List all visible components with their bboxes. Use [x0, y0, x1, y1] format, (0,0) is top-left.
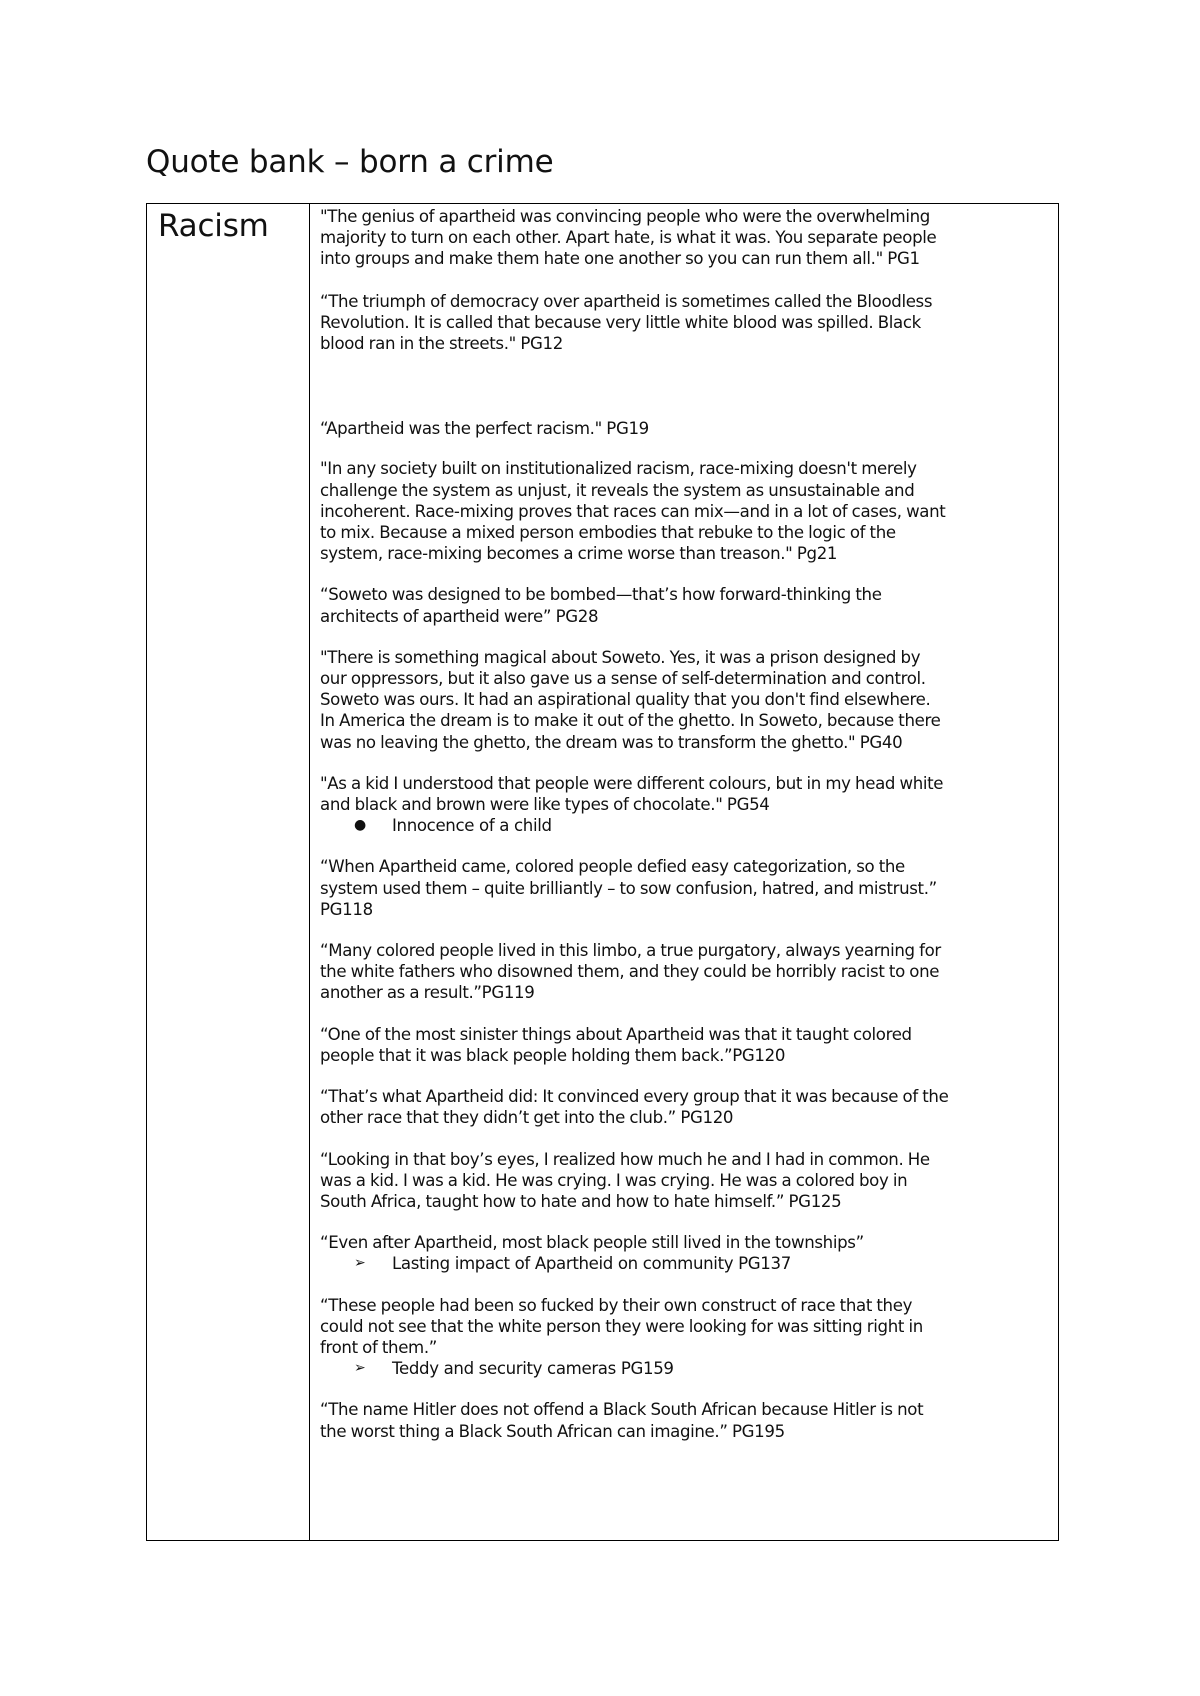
quote-text: “Even after Apartheid, most black people still lived in the townships” [320, 1233, 864, 1253]
quote-text: “That’s what Apartheid did: It convinced every group that it was because of the other race that they didn’t get into the club.” PG120 [320, 1087, 949, 1128]
quote-text: "In any society built on institutionalized racism, race-mixing doesn't merely challenge the system as unjust, it reveals the system as unsustainable and incoherent. Race-mixing proves that races can mix—and in a lot of cases, want to mix. Because a mixed person embodies that rebuke to the logic of the system, race-mixing becomes a crime worse than treason." Pg21 [320, 459, 946, 564]
quote-note-list [320, 1253, 1050, 1274]
quote-text: "There is something magical about Soweto. Yes, it was a prison designed by our oppressors, but it also gave us a sense of self-determination and control. Soweto was ours. It had an aspirational quality that you don't find elsewhere. In America the dream is to make it out of the ghetto. In Soweto, because there was no leaving the ghetto, the dream was to transform the ghetto." PG40 [320, 647, 941, 752]
bullet-dot-icon: ● [354, 817, 366, 834]
quote-text: “One of the most sinister things about Apartheid was that it taught colored people that it was black people holding them back.”PG120 [320, 1024, 912, 1065]
list-item [320, 1358, 1050, 1379]
quote-text: “Soweto was designed to be bombed—that’s how forward-thinking the architects of apartheid were” PG28 [320, 585, 882, 626]
list-item [320, 1253, 1050, 1274]
quote-text: "The genius of apartheid was convincing people who were the overwhelming majority to turn on each other. Apart hate, is what it was. You separate people into groups and make them hate one another so you can run them all." PG1 [320, 207, 937, 269]
list-item [320, 815, 1050, 836]
arrow-bullet-icon: ➢ [354, 1255, 366, 1272]
page-title: Quote bank – born a crime [146, 144, 554, 180]
quote-text: "As a kid I understood that people were different colours, but in my head white and black and brown were like types of chocolate." PG54 [320, 773, 944, 815]
quote-note: Innocence of a child [392, 816, 552, 836]
quote-note: Teddy and security cameras PG159 [392, 1359, 674, 1379]
quote-note-list [320, 1358, 1050, 1379]
quote-note: Lasting impact of Apartheid on community PG137 [392, 1254, 791, 1274]
theme-label: Racism [158, 208, 269, 244]
quote-text: “The name Hitler does not offend a Black South African because Hitler is not the worst thing a Black South African can imagine.” PG195 [320, 1400, 924, 1441]
arrow-bullet-icon: ➢ [354, 1360, 366, 1377]
quote-text: “Looking in that boy’s eyes, I realized how much he and I had in common. He was a kid. I was a kid. He was crying. I was crying. He was a colored boy in South Africa, taught how to hate and how to hate himself.” PG125 [320, 1149, 930, 1211]
quotes-cell [310, 204, 1058, 1540]
quote-text: “These people had been so fucked by their own construct of race that they could not see that the white person they were looking for was sitting right in front of them.” [320, 1295, 923, 1357]
quote-text: “When Apartheid came, colored people defied easy categorization, so the system used them – quite brilliantly – to sow confusion, hatred, and mistrust.” PG118 [320, 857, 937, 919]
quote-text: “Many colored people lived in this limbo, a true purgatory, always yearning for the white fathers who disowned them, and they could be horribly racist to one another as a result.”PG119 [320, 941, 941, 1003]
quote-text: “Apartheid was the perfect racism." PG19 [320, 419, 649, 439]
quote-note-list [320, 815, 1050, 836]
quote-table [146, 203, 1059, 1541]
quote-text: “The triumph of democracy over apartheid is sometimes called the Bloodless Revolution. It is called that because very little white blood was spilled. Black blood ran in the streets." PG12 [320, 291, 933, 354]
theme-cell [147, 204, 310, 1540]
